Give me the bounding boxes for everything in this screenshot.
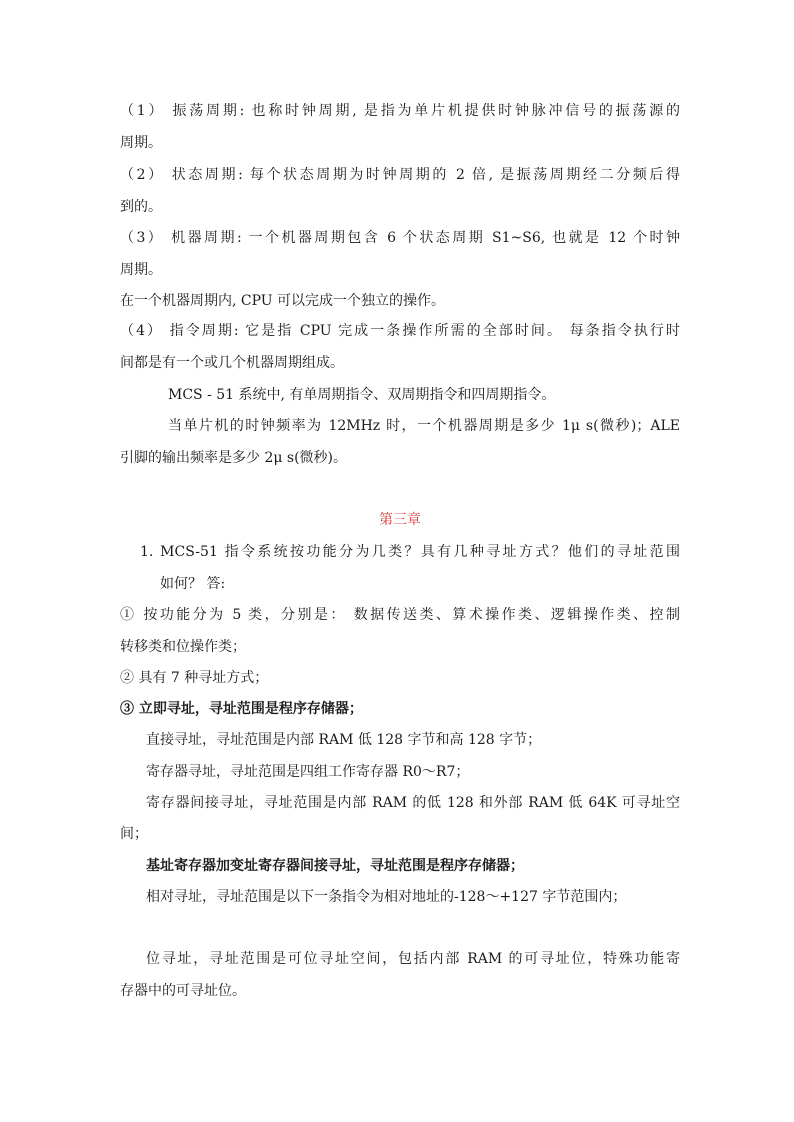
answer-1-line2: 转移类和位操作类； — [120, 639, 246, 655]
paragraph-clock-frequency-line2: 引脚的输出频率是多少 2μ s(微秒)。 — [120, 450, 348, 466]
answer-3-register-indirect-line1: 寄存器间接寻址，寻址范围是内部 RAM 的低 128 和外部 RAM 低 64K 可寻址空 — [146, 795, 680, 811]
paragraph-clock-frequency-line1: 当单片机的时钟频率为 12MHz 时，一个机器周期是多少 1μ s(微秒)；ALE — [168, 418, 680, 434]
answer-3-register-indirect-line2: 间； — [120, 826, 148, 842]
paragraph-instruction-period-line2: 间都是有一个或几个机器周期组成。 — [120, 355, 344, 371]
answer-3-bit-line1: 位寻址，寻址范围是可位寻址空间，包括内部 RAM 的可寻址位，特殊功能寄 — [146, 951, 680, 967]
paragraph-instruction-period-line1: （4） 指令周期: 它是指 CPU 完成一条操作所需的全部时间。 每条指令执行时 — [120, 323, 680, 339]
paragraph-machine-period-line3: 在一个机器周期内, CPU 可以完成一个独立的操作。 — [120, 293, 446, 309]
answer-2: ② 具有 7 种寻址方式； — [120, 670, 269, 686]
answer-3-bit-line2: 存器中的可寻址位。 — [120, 983, 246, 999]
question-1-line2: 如何？ 答: — [160, 576, 226, 592]
chapter-title: 第三章 — [379, 512, 421, 528]
question-1-line1: 1. MCS-51 指令系统按功能分为几类？具有几种寻址方式？他们的寻址范围 — [140, 544, 680, 560]
paragraph-oscillation-period-line2: 周期。 — [120, 135, 162, 151]
paragraph-mcs51-cycles: MCS - 51 系统中, 有单周期指令、双周期指令和四周期指令。 — [168, 387, 556, 403]
paragraph-machine-period-line1: （3） 机器周期: 一个机器周期包含 6 个状态周期 S1~S6, 也就是 12 个时钟 — [120, 230, 680, 246]
paragraph-oscillation-period-line1: （1） 振荡周期: 也称时钟周期, 是指为单片机提供时钟脉冲信号的振荡源的 — [120, 103, 680, 119]
answer-3-relative: 相对寻址，寻址范围是以下一条指令为相对地址的-128～+127 字节范围内； — [146, 889, 627, 905]
paragraph-machine-period-line2: 周期。 — [120, 262, 162, 278]
answer-3-base-index: 基址寄存器加变址寄存器间接寻址，寻址范围是程序存储器； — [146, 858, 524, 874]
paragraph-state-period-line1: （2） 状态周期: 每个状态周期为时钟周期的 2 倍, 是振荡周期经二分频后得 — [120, 167, 680, 183]
paragraph-state-period-line2: 到的。 — [120, 199, 162, 215]
answer-1-line1: ① 按功能分为 5 类，分别是： 数据传送类、算术操作类、逻辑操作类、控制 — [120, 607, 680, 623]
answer-3-register: 寄存器寻址，寻址范围是四组工作寄存器 R0～R7； — [146, 764, 470, 780]
answer-3-immediate: ③ 立即寻址，寻址范围是程序存储器； — [120, 701, 363, 717]
answer-3-direct: 直接寻址，寻址范围是内部 RAM 低 128 字节和高 128 字节； — [146, 732, 542, 748]
